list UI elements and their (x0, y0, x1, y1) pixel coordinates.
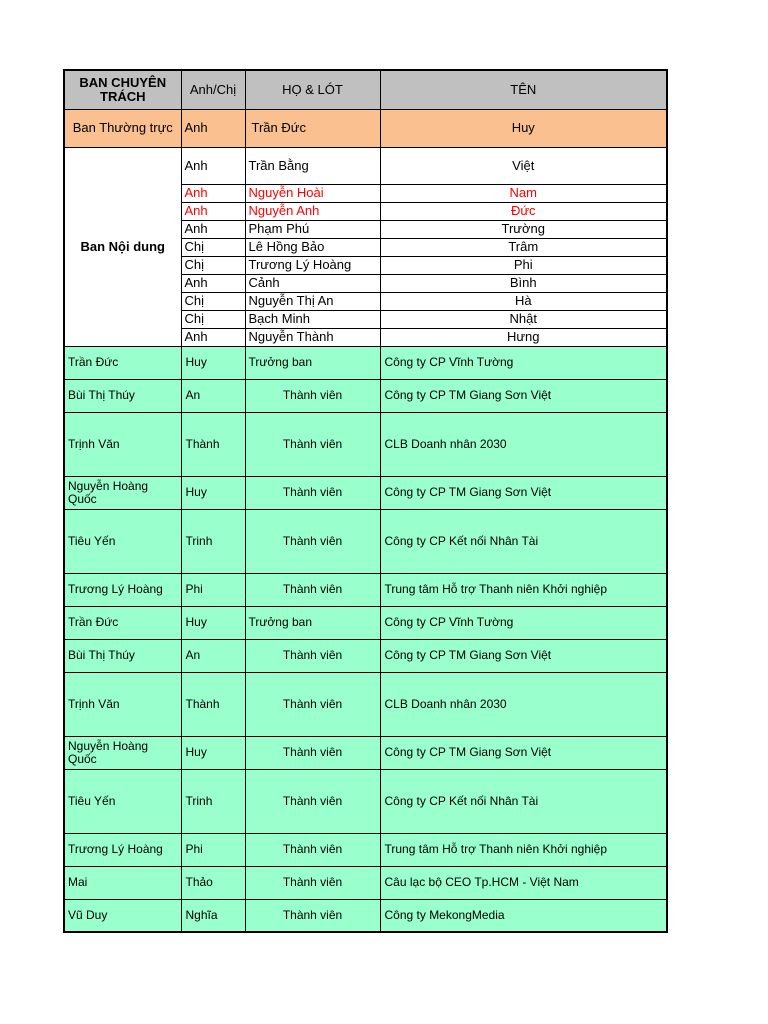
member-given-name: Huy (181, 606, 245, 639)
member-organization: Công ty CP Vĩnh Tường (380, 606, 667, 639)
member-name: Vũ Duy (64, 899, 181, 932)
member-row (64, 769, 667, 833)
member-organization: Câu lạc bộ CEO Tp.HCM - Việt Nam (380, 866, 667, 899)
standing-committee-row (64, 109, 667, 147)
member-given-name: Huy (181, 736, 245, 769)
member-role: Thành viên (245, 476, 380, 509)
header-department: BAN CHUYÊN TRÁCH (64, 70, 181, 109)
member-name: Tiêu Yến (64, 769, 181, 833)
content-given-name: Bình (380, 274, 667, 292)
member-role: Thành viên (245, 736, 380, 769)
content-surname: Nguyễn Anh (245, 202, 380, 220)
member-role: Thành viên (245, 899, 380, 932)
member-organization: Công ty CP TM Giang Sơn Việt (380, 476, 667, 509)
content-honorific: Chị (181, 238, 245, 256)
member-role: Thành viên (245, 866, 380, 899)
member-row (64, 899, 667, 932)
member-name: Trịnh Văn (64, 672, 181, 736)
member-organization: Trung tâm Hỗ trợ Thanh niên Khởi nghiệp (380, 833, 667, 866)
member-name: Trần Đức (64, 606, 181, 639)
content-surname: Cảnh (245, 274, 380, 292)
member-name: Trần Đức (64, 346, 181, 379)
member-organization: Công ty CP Kết nối Nhân Tài (380, 769, 667, 833)
content-committee-row (64, 147, 667, 184)
member-name: Nguyễn Hoàng Quốc (64, 736, 181, 769)
member-name: Tiêu Yến (64, 509, 181, 573)
member-row (64, 509, 667, 573)
member-role: Thành viên (245, 769, 380, 833)
content-given-name: Nhật (380, 310, 667, 328)
content-honorific: Anh (181, 184, 245, 202)
member-role: Thành viên (245, 379, 380, 412)
content-given-name: Việt (380, 147, 667, 184)
content-given-name: Trâm (380, 238, 667, 256)
standing-honorific: Anh (181, 109, 245, 147)
member-row (64, 672, 667, 736)
member-role: Thành viên (245, 672, 380, 736)
member-given-name: Trinh (181, 509, 245, 573)
content-given-name: Phi (380, 256, 667, 274)
member-organization: CLB Doanh nhân 2030 (380, 672, 667, 736)
content-honorific: Anh (181, 328, 245, 346)
member-name: Trương Lý Hoàng (64, 573, 181, 606)
member-row (64, 476, 667, 509)
member-role: Trưởng ban (245, 346, 380, 379)
content-given-name: Đức (380, 202, 667, 220)
content-surname: Trương Lý Hoàng (245, 256, 380, 274)
content-honorific: Anh (181, 274, 245, 292)
content-honorific: Chị (181, 256, 245, 274)
content-surname: Lê Hồng Bảo (245, 238, 380, 256)
member-row (64, 379, 667, 412)
member-role: Thành viên (245, 833, 380, 866)
content-given-name: Nam (380, 184, 667, 202)
member-role: Trưởng ban (245, 606, 380, 639)
member-name: Trịnh Văn (64, 412, 181, 476)
content-honorific: Chị (181, 292, 245, 310)
content-given-name: Hưng (380, 328, 667, 346)
member-row (64, 866, 667, 899)
member-name: Mai (64, 866, 181, 899)
content-surname: Trần Bằng (245, 147, 380, 184)
member-row (64, 736, 667, 769)
content-given-name: Trường (380, 220, 667, 238)
standing-surname: Trần Đức (245, 109, 380, 147)
member-given-name: Thảo (181, 866, 245, 899)
member-organization: CLB Doanh nhân 2030 (380, 412, 667, 476)
member-organization: Công ty MekongMedia (380, 899, 667, 932)
content-surname: Nguyễn Thị An (245, 292, 380, 310)
member-name: Trương Lý Hoàng (64, 833, 181, 866)
member-row (64, 833, 667, 866)
table-body (64, 109, 667, 932)
committee-table (63, 69, 668, 933)
member-name: Bùi Thị Thúy (64, 639, 181, 672)
standing-given-name: Huy (380, 109, 667, 147)
content-given-name: Hà (380, 292, 667, 310)
member-role: Thành viên (245, 509, 380, 573)
content-surname: Bạch Minh (245, 310, 380, 328)
member-given-name: Huy (181, 476, 245, 509)
member-given-name: Phi (181, 833, 245, 866)
header-honorific: Anh/Chị (181, 70, 245, 109)
member-row (64, 639, 667, 672)
member-given-name: Nghĩa (181, 899, 245, 932)
member-role: Thành viên (245, 412, 380, 476)
header-surname: HỌ & LÓT (245, 70, 380, 109)
member-given-name: Thành (181, 412, 245, 476)
member-row (64, 346, 667, 379)
member-organization: Công ty CP TM Giang Sơn Việt (380, 639, 667, 672)
member-name: Nguyễn Hoàng Quốc (64, 476, 181, 509)
content-department: Ban Nội dung (64, 147, 181, 346)
member-organization: Công ty CP Kết nối Nhân Tài (380, 509, 667, 573)
header-given-name: TÊN (380, 70, 667, 109)
member-role: Thành viên (245, 639, 380, 672)
content-surname: Nguyễn Thành (245, 328, 380, 346)
content-honorific: Anh (181, 147, 245, 184)
member-organization: Công ty CP TM Giang Sơn Việt (380, 736, 667, 769)
content-honorific: Chị (181, 310, 245, 328)
member-given-name: An (181, 639, 245, 672)
member-row (64, 412, 667, 476)
content-honorific: Anh (181, 220, 245, 238)
member-organization: Công ty CP Vĩnh Tường (380, 346, 667, 379)
content-surname: Phạm Phú (245, 220, 380, 238)
header-row (64, 70, 667, 109)
member-row (64, 573, 667, 606)
member-organization: Trung tâm Hỗ trợ Thanh niên Khởi nghiệp (380, 573, 667, 606)
member-given-name: Phi (181, 573, 245, 606)
member-given-name: Huy (181, 346, 245, 379)
member-given-name: Trinh (181, 769, 245, 833)
member-given-name: An (181, 379, 245, 412)
member-row (64, 606, 667, 639)
member-role: Thành viên (245, 573, 380, 606)
content-surname: Nguyễn Hoài (245, 184, 380, 202)
member-given-name: Thành (181, 672, 245, 736)
content-honorific: Anh (181, 202, 245, 220)
standing-department: Ban Thường trực (64, 109, 181, 147)
member-organization: Công ty CP TM Giang Sơn Việt (380, 379, 667, 412)
member-name: Bùi Thị Thúy (64, 379, 181, 412)
